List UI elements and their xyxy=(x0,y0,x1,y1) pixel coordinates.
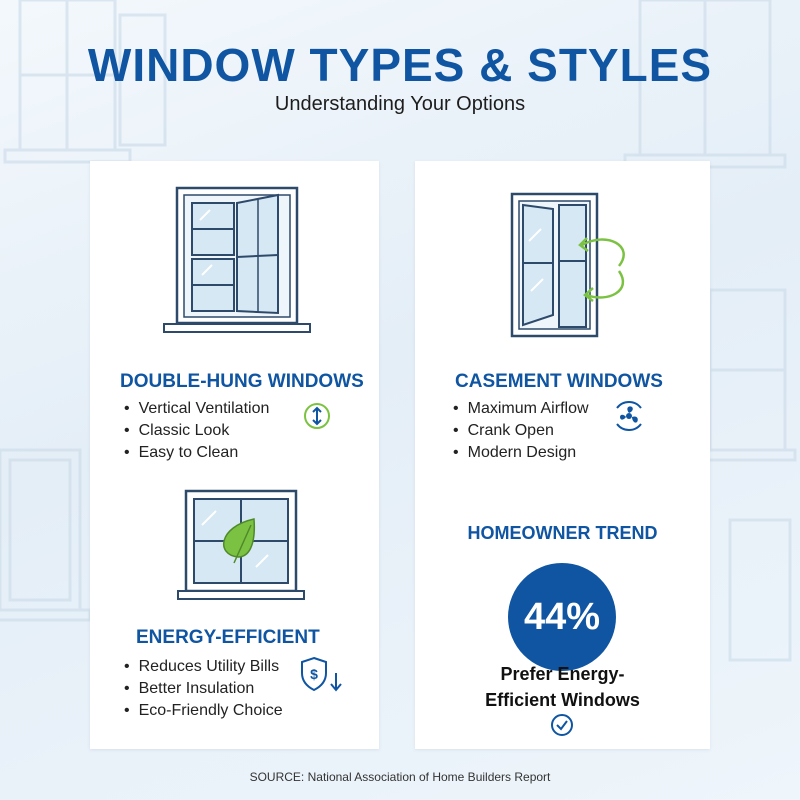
list-item: • Modern Design xyxy=(453,442,589,464)
casement-list xyxy=(453,398,589,464)
list-item: • Classic Look xyxy=(124,420,269,442)
double-hung-title: DOUBLE-HUNG WINDOWS xyxy=(120,371,364,392)
trend-text xyxy=(415,661,710,713)
list-item: • Vertical Ventilation xyxy=(124,398,269,420)
list-item: • Easy to Clean xyxy=(124,442,269,464)
dollar-shield-icon xyxy=(300,655,344,695)
casement-window-icon xyxy=(507,191,647,341)
energy-window-icon xyxy=(176,487,306,607)
list-item: • Reduces Utility Bills xyxy=(124,656,283,678)
check-circle-icon xyxy=(550,713,574,737)
trend-title: HOMEOWNER TREND xyxy=(467,523,658,543)
right-card xyxy=(415,161,710,749)
source-footer: SOURCE: National Association of Home Builders Report xyxy=(249,770,551,784)
svg-text:$: $ xyxy=(310,666,318,682)
vertical-arrows-icon xyxy=(303,402,331,430)
trend-stat-circle: 44% xyxy=(508,563,616,671)
fan-icon xyxy=(611,398,647,434)
list-item: • Maximum Airflow xyxy=(453,398,589,420)
energy-list xyxy=(124,656,283,722)
list-item: • Crank Open xyxy=(453,420,589,442)
double-hung-window-icon xyxy=(172,185,312,335)
trend-text-label: Prefer Energy-Efficient Windows xyxy=(485,664,640,710)
list-item: • Better Insulation xyxy=(124,678,283,700)
energy-title: ENERGY-EFFICIENT xyxy=(136,627,320,648)
page-title: WINDOW TYPES & STYLES xyxy=(87,39,713,91)
double-hung-list xyxy=(124,398,269,464)
casement-title: CASEMENT WINDOWS xyxy=(455,371,663,392)
left-card xyxy=(90,161,379,749)
list-item: • Eco-Friendly Choice xyxy=(124,700,283,722)
page-subtitle: Understanding Your Options xyxy=(274,93,526,115)
